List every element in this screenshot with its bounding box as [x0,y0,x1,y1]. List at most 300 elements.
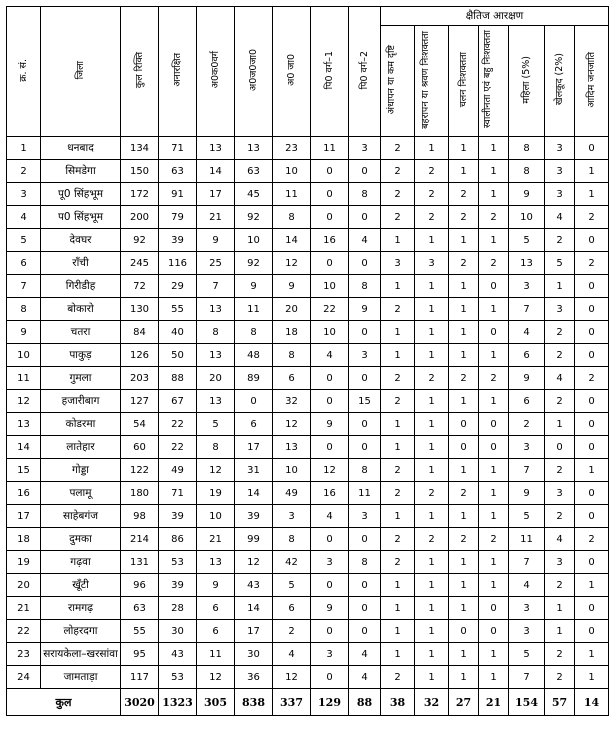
value-cell: 3 [381,252,415,275]
value-cell: 8 [349,183,381,206]
value-cell: 1 [575,459,609,482]
value-cell: 2 [415,160,449,183]
value-cell: 1 [449,505,479,528]
value-cell: 1 [449,160,479,183]
value-cell: 6 [509,390,545,413]
value-cell: 71 [159,137,197,160]
header-st: अ0ज0जा0 [235,7,273,137]
value-cell: 1 [381,275,415,298]
value-cell: 2 [381,528,415,551]
value-cell: 89 [235,367,273,390]
total-cell: 38 [381,689,415,716]
serial-number-cell: 10 [7,344,41,367]
value-cell: 3 [509,275,545,298]
table-row [7,160,609,183]
value-cell: 31 [235,459,273,482]
value-cell: 1 [545,620,575,643]
value-cell: 21 [197,528,235,551]
value-cell: 92 [235,252,273,275]
total-label: कुल [7,689,121,716]
value-cell: 10 [273,459,311,482]
value-cell: 1 [479,459,509,482]
value-cell: 8 [197,436,235,459]
value-cell: 117 [121,666,159,689]
value-cell: 0 [575,344,609,367]
value-cell: 12 [197,459,235,482]
serial-number-cell: 12 [7,390,41,413]
value-cell: 0 [479,620,509,643]
table-row [7,252,609,275]
value-cell: 25 [197,252,235,275]
total-cell: 305 [197,689,235,716]
table-row [7,367,609,390]
value-cell: 2 [381,298,415,321]
value-cell: 2 [479,206,509,229]
header-unreserved: अनारक्षित [159,7,197,137]
table-row [7,482,609,505]
value-cell: 150 [121,160,159,183]
value-cell: 9 [311,597,349,620]
value-cell: 39 [235,505,273,528]
value-cell: 53 [159,551,197,574]
value-cell: 1 [415,666,449,689]
value-cell: 7 [509,459,545,482]
value-cell: 0 [575,597,609,620]
total-cell: 27 [449,689,479,716]
table-row [7,551,609,574]
value-cell: 0 [575,229,609,252]
header-locomotor: चलन निःशक्तता [449,26,479,137]
header-horizontal-reservation: क्षैतिज आरक्षण [381,7,609,26]
value-cell: 39 [159,574,197,597]
value-cell: 0 [311,183,349,206]
total-cell: 57 [545,689,575,716]
serial-number-cell: 5 [7,229,41,252]
value-cell: 12 [273,666,311,689]
value-cell: 8 [349,459,381,482]
value-cell: 0 [349,528,381,551]
district-cell: लोहरदगा [41,620,121,643]
value-cell: 14 [235,597,273,620]
value-cell: 48 [235,344,273,367]
value-cell: 0 [349,413,381,436]
value-cell: 134 [121,137,159,160]
value-cell: 30 [159,620,197,643]
value-cell: 7 [509,551,545,574]
value-cell: 13 [197,390,235,413]
value-cell: 55 [121,620,159,643]
table-row [7,436,609,459]
total-row [7,689,609,716]
value-cell: 9 [509,183,545,206]
value-cell: 8 [273,528,311,551]
value-cell: 0 [479,413,509,436]
value-cell: 0 [349,206,381,229]
value-cell: 1 [415,275,449,298]
value-cell: 20 [273,298,311,321]
value-cell: 0 [479,275,509,298]
value-cell: 2 [545,321,575,344]
header-district: जिला [41,7,121,137]
value-cell: 1 [449,275,479,298]
value-cell: 1 [415,390,449,413]
value-cell: 12 [311,459,349,482]
value-cell: 20 [197,367,235,390]
value-cell: 0 [575,413,609,436]
value-cell: 116 [159,252,197,275]
serial-number-cell: 22 [7,620,41,643]
header-total-vacancy: कुल रिक्ति [121,7,159,137]
value-cell: 99 [235,528,273,551]
serial-number-cell: 13 [7,413,41,436]
value-cell: 0 [575,298,609,321]
value-cell: 1 [449,574,479,597]
value-cell: 2 [381,551,415,574]
value-cell: 4 [311,344,349,367]
value-cell: 43 [235,574,273,597]
value-cell: 1 [479,666,509,689]
value-cell: 7 [509,298,545,321]
table-row [7,459,609,482]
value-cell: 4 [311,505,349,528]
value-cell: 0 [575,505,609,528]
district-cell: कोडरमा [41,413,121,436]
value-cell: 2 [545,574,575,597]
total-cell: 14 [575,689,609,716]
value-cell: 16 [311,482,349,505]
value-cell: 1 [381,643,415,666]
value-cell: 0 [479,321,509,344]
value-cell: 9 [311,413,349,436]
value-cell: 53 [159,666,197,689]
value-cell: 2 [545,505,575,528]
value-cell: 45 [235,183,273,206]
value-cell: 10 [197,505,235,528]
value-cell: 12 [235,551,273,574]
value-cell: 2 [545,643,575,666]
table-row [7,390,609,413]
value-cell: 3 [311,643,349,666]
value-cell: 2 [381,183,415,206]
value-cell: 0 [311,574,349,597]
total-cell: 1323 [159,689,197,716]
value-cell: 4 [545,528,575,551]
table-row [7,643,609,666]
value-cell: 126 [121,344,159,367]
value-cell: 2 [545,229,575,252]
value-cell: 0 [479,436,509,459]
value-cell: 0 [479,597,509,620]
table-row [7,666,609,689]
value-cell: 28 [159,597,197,620]
value-cell: 10 [509,206,545,229]
value-cell: 22 [159,413,197,436]
total-cell: 337 [273,689,311,716]
value-cell: 63 [159,160,197,183]
value-cell: 7 [509,666,545,689]
value-cell: 0 [235,390,273,413]
value-cell: 3 [311,551,349,574]
value-cell: 0 [311,367,349,390]
value-cell: 1 [449,666,479,689]
value-cell: 1 [575,574,609,597]
value-cell: 200 [121,206,159,229]
value-cell: 11 [349,482,381,505]
value-cell: 71 [159,482,197,505]
value-cell: 10 [273,160,311,183]
value-cell: 17 [235,436,273,459]
value-cell: 0 [449,436,479,459]
serial-number-cell: 21 [7,597,41,620]
value-cell: 17 [197,183,235,206]
header-sports: खेलकूद (2%) [545,26,575,137]
value-cell: 2 [545,344,575,367]
value-cell: 0 [545,436,575,459]
value-cell: 54 [121,413,159,436]
value-cell: 1 [381,505,415,528]
value-cell: 1 [415,413,449,436]
table-row [7,206,609,229]
total-cell: 88 [349,689,381,716]
value-cell: 2 [381,367,415,390]
table-row [7,413,609,436]
value-cell: 14 [235,482,273,505]
value-cell: 22 [159,436,197,459]
value-cell: 5 [509,505,545,528]
value-cell: 2 [479,528,509,551]
value-cell: 1 [449,459,479,482]
value-cell: 0 [311,666,349,689]
district-cell: साहेबगंज [41,505,121,528]
value-cell: 2 [381,666,415,689]
value-cell: 8 [509,160,545,183]
value-cell: 3 [545,137,575,160]
value-cell: 3 [545,183,575,206]
value-cell: 1 [415,643,449,666]
value-cell: 2 [479,252,509,275]
value-cell: 0 [311,620,349,643]
value-cell: 95 [121,643,159,666]
total-cell: 154 [509,689,545,716]
value-cell: 1 [415,137,449,160]
value-cell: 8 [235,321,273,344]
value-cell: 4 [349,643,381,666]
table-row [7,344,609,367]
table-row [7,505,609,528]
value-cell: 2 [381,206,415,229]
value-cell: 1 [415,344,449,367]
serial-number-cell: 23 [7,643,41,666]
value-cell: 92 [121,229,159,252]
district-cell: पलामू [41,482,121,505]
table-row [7,137,609,160]
value-cell: 0 [311,160,349,183]
value-cell: 130 [121,298,159,321]
value-cell: 13 [197,551,235,574]
value-cell: 36 [235,666,273,689]
value-cell: 18 [273,321,311,344]
value-cell: 13 [509,252,545,275]
value-cell: 2 [415,528,449,551]
district-cell: जामताड़ा [41,666,121,689]
value-cell: 2 [449,367,479,390]
header-women: महिला (5%) [509,26,545,137]
district-cell: दुमका [41,528,121,551]
value-cell: 0 [575,137,609,160]
value-cell: 8 [349,551,381,574]
district-cell: चतरा [41,321,121,344]
reservation-table [6,6,609,716]
value-cell: 214 [121,528,159,551]
value-cell: 72 [121,275,159,298]
value-cell: 6 [235,413,273,436]
value-cell: 0 [349,321,381,344]
value-cell: 13 [197,344,235,367]
district-cell: पू0 सिंहभूम [41,183,121,206]
value-cell: 96 [121,574,159,597]
district-cell: गढ़वा [41,551,121,574]
value-cell: 1 [415,597,449,620]
value-cell: 5 [197,413,235,436]
district-cell: राँची [41,252,121,275]
value-cell: 5 [509,643,545,666]
value-cell: 2 [381,137,415,160]
value-cell: 63 [235,160,273,183]
value-cell: 1 [449,390,479,413]
value-cell: 40 [159,321,197,344]
value-cell: 0 [575,390,609,413]
value-cell: 84 [121,321,159,344]
value-cell: 4 [349,666,381,689]
value-cell: 1 [415,321,449,344]
value-cell: 0 [575,275,609,298]
value-cell: 60 [121,436,159,459]
total-cell: 3020 [121,689,159,716]
value-cell: 2 [381,160,415,183]
value-cell: 55 [159,298,197,321]
value-cell: 1 [415,229,449,252]
value-cell: 0 [575,482,609,505]
value-cell: 2 [415,367,449,390]
district-cell: धनबाद [41,137,121,160]
value-cell: 50 [159,344,197,367]
value-cell: 39 [159,229,197,252]
value-cell: 86 [159,528,197,551]
value-cell: 0 [349,367,381,390]
district-cell: हजारीबाग [41,390,121,413]
value-cell: 4 [273,643,311,666]
value-cell: 10 [311,275,349,298]
value-cell: 15 [349,390,381,413]
value-cell: 1 [449,298,479,321]
value-cell: 1 [479,574,509,597]
value-cell: 49 [273,482,311,505]
value-cell: 0 [449,413,479,436]
value-cell: 42 [273,551,311,574]
value-cell: 2 [545,459,575,482]
value-cell: 3 [349,344,381,367]
value-cell: 1 [479,183,509,206]
table-row [7,298,609,321]
value-cell: 2 [415,206,449,229]
value-cell: 1 [415,459,449,482]
value-cell: 180 [121,482,159,505]
value-cell: 1 [479,344,509,367]
district-cell: खूँटी [41,574,121,597]
table-row [7,620,609,643]
value-cell: 2 [381,482,415,505]
district-cell: लातेहार [41,436,121,459]
value-cell: 1 [479,229,509,252]
district-cell: सिमडेगा [41,160,121,183]
value-cell: 0 [349,252,381,275]
serial-number-cell: 1 [7,137,41,160]
value-cell: 0 [349,597,381,620]
value-cell: 1 [381,413,415,436]
header-sno: क्र. सं. [7,7,41,137]
value-cell: 4 [545,367,575,390]
district-cell: रामगढ़ [41,597,121,620]
value-cell: 1 [381,321,415,344]
value-cell: 11 [311,137,349,160]
value-cell: 1 [381,574,415,597]
value-cell: 2 [575,367,609,390]
serial-number-cell: 9 [7,321,41,344]
value-cell: 79 [159,206,197,229]
value-cell: 4 [349,229,381,252]
total-cell: 129 [311,689,349,716]
value-cell: 98 [121,505,159,528]
value-cell: 9 [197,574,235,597]
value-cell: 1 [479,505,509,528]
value-cell: 0 [575,321,609,344]
value-cell: 12 [197,666,235,689]
value-cell: 2 [575,252,609,275]
value-cell: 22 [311,298,349,321]
value-cell: 4 [545,206,575,229]
serial-number-cell: 18 [7,528,41,551]
value-cell: 1 [575,183,609,206]
header-blind: अंधापन या कम दृष्टि [381,26,415,137]
value-cell: 2 [415,482,449,505]
value-cell: 92 [235,206,273,229]
value-cell: 5 [273,574,311,597]
district-cell: गिरीडीह [41,275,121,298]
total-cell: 21 [479,689,509,716]
value-cell: 9 [349,298,381,321]
value-cell: 1 [381,229,415,252]
value-cell: 2 [449,528,479,551]
value-cell: 9 [235,275,273,298]
value-cell: 11 [273,183,311,206]
value-cell: 1 [545,597,575,620]
value-cell: 3 [545,551,575,574]
value-cell: 49 [159,459,197,482]
header-bc2: पि0 वर्ग–2 [349,7,381,137]
value-cell: 0 [311,436,349,459]
value-cell: 3 [273,505,311,528]
value-cell: 5 [545,252,575,275]
value-cell: 3 [545,298,575,321]
serial-number-cell: 2 [7,160,41,183]
value-cell: 2 [545,390,575,413]
district-cell: देवघर [41,229,121,252]
value-cell: 2 [449,482,479,505]
value-cell: 30 [235,643,273,666]
value-cell: 8 [197,321,235,344]
serial-number-cell: 3 [7,183,41,206]
value-cell: 6 [273,597,311,620]
